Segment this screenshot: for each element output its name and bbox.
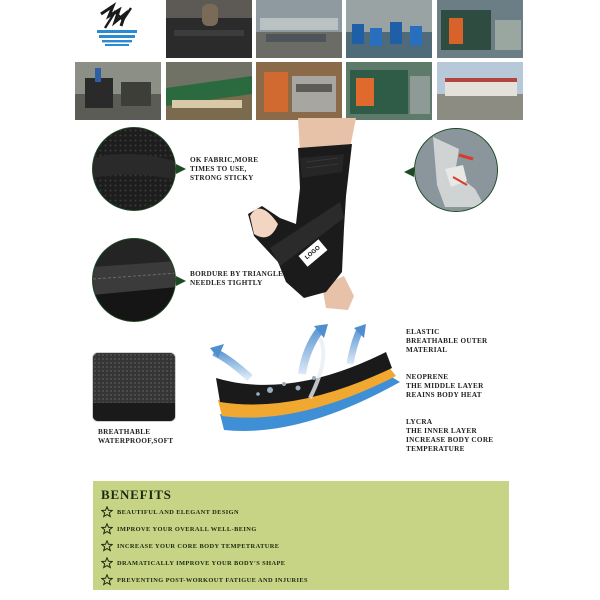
layer-label-neoprene bbox=[406, 373, 506, 400]
layer-title: ELASTIC bbox=[406, 328, 440, 336]
brand-logo bbox=[75, 0, 161, 58]
border-stitch-pointer bbox=[176, 276, 186, 286]
product-logo-tag: LOGO bbox=[299, 239, 328, 266]
benefits-panel bbox=[93, 481, 509, 590]
ankle-anatomy-closeup bbox=[414, 128, 498, 212]
benefit-item bbox=[101, 573, 308, 587]
star-icon bbox=[101, 574, 113, 586]
border-stitch-caption: BORDURE BY TRIANGLE NEEDLES TIGHTLY bbox=[190, 270, 284, 287]
factory-photo-4 bbox=[437, 0, 523, 58]
hook-fabric-pointer bbox=[176, 164, 186, 174]
border-stitch-closeup bbox=[92, 238, 176, 322]
factory-photo-3 bbox=[346, 0, 432, 58]
breathable-caption: BREATHABLE WATERPROOF,SOFT bbox=[98, 428, 174, 445]
benefit-text: IMPROVE YOUR OVERALL WELL-BEING bbox=[117, 525, 257, 533]
star-icon bbox=[101, 540, 113, 552]
benefit-text: BEAUTIFUL AND ELEGANT DESIGN bbox=[117, 508, 240, 516]
anatomy-pointer bbox=[404, 167, 414, 177]
benefit-text: DRAMATICALLY IMPROVE YOUR BODY'S SHAPE bbox=[117, 559, 286, 567]
hook-fabric-caption: OK FABRIC,MORE TIMES TO USE, STRONG STICKY bbox=[190, 156, 259, 182]
benefit-text: INCREASE YOUR CORE BODY TEMPETRATURE bbox=[117, 542, 280, 550]
ankle-brace-product-image bbox=[240, 118, 368, 318]
layer-title: NEOPRENE bbox=[406, 373, 449, 381]
hook-fabric-closeup bbox=[92, 127, 176, 211]
star-icon bbox=[101, 557, 113, 569]
material-layers-diagram bbox=[210, 318, 406, 450]
brand-logo-icon bbox=[75, 0, 161, 58]
layer-desc: THE MIDDLE LAYER REAINS BODY HEAT bbox=[406, 382, 484, 399]
benefit-item bbox=[101, 556, 285, 570]
star-icon bbox=[101, 506, 113, 518]
mesh-swatch bbox=[92, 352, 176, 422]
benefits-title: BENEFITS bbox=[101, 487, 172, 502]
factory-photo-7 bbox=[256, 62, 342, 120]
benefit-text: PREVENTING POST-WORKOUT FATIGUE AND INJURIES bbox=[117, 576, 309, 584]
factory-photo-5 bbox=[75, 62, 161, 120]
layer-label-elastic bbox=[406, 328, 506, 355]
layer-desc: BREATHABLE OUTER MATERIAL bbox=[406, 337, 488, 354]
star-icon bbox=[101, 523, 113, 535]
factory-photo-2 bbox=[256, 0, 342, 58]
layer-title: LYCRA bbox=[406, 418, 433, 426]
layer-label-lycra bbox=[406, 418, 506, 454]
layer-desc: THE INNER LAYER INCREASE BODY CORE TEMPERATURE bbox=[406, 427, 494, 453]
factory-photo-1 bbox=[166, 0, 252, 58]
factory-photo-8 bbox=[346, 62, 432, 120]
benefit-item bbox=[101, 539, 279, 553]
benefit-item bbox=[101, 522, 257, 536]
factory-photo-9 bbox=[437, 62, 523, 120]
benefit-item bbox=[101, 505, 239, 519]
factory-photo-6 bbox=[166, 62, 252, 120]
